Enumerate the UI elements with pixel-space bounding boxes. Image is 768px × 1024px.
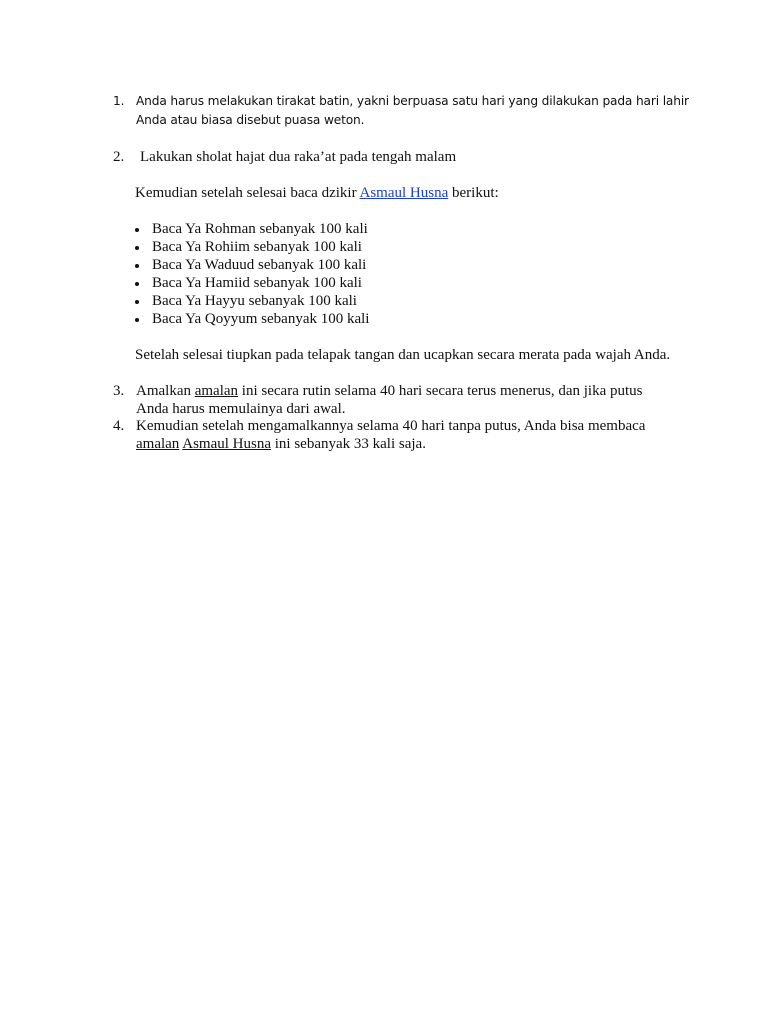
bullet-marker	[135, 246, 139, 250]
amalan-link-2[interactable]: amalan	[136, 436, 180, 452]
bullet-item: Baca Ya Hamiid sebanyak 100 kali	[152, 275, 362, 291]
asmaul-husna-link[interactable]: Asmaul Husna	[359, 185, 449, 201]
bullet-marker	[135, 318, 139, 322]
dzikir-intro-before: Kemudian setelah selesai baca dzikir	[135, 185, 360, 201]
dzikir-intro	[135, 185, 499, 202]
bullet-item: Baca Ya Rohiim sebanyak 100 kali	[152, 239, 362, 255]
bullet-item: Baca Ya Waduud sebanyak 100 kali	[152, 257, 367, 273]
bullet-item: Baca Ya Qoyyum sebanyak 100 kali	[152, 311, 370, 327]
dzikir-intro-after: berikut:	[448, 185, 499, 201]
bullet-item: Baca Ya Hayyu sebanyak 100 kali	[152, 293, 357, 309]
item3-line1-after: ini secara rutin selama 40 hari secara terus menerus, dan jika putus	[238, 383, 643, 399]
item3-line1	[136, 383, 642, 400]
bullet-marker	[135, 300, 139, 304]
item4-line2-after: ini sebanyak 33 kali saja.	[271, 436, 426, 452]
bullet-marker	[135, 228, 139, 232]
bullet-marker	[135, 264, 139, 268]
list-number-4: 4.	[113, 418, 125, 434]
item1-line2: Anda atau biasa disebut puasa weton.	[136, 113, 365, 127]
amalan-link[interactable]: amalan	[194, 383, 239, 399]
bullet-marker	[135, 282, 139, 286]
asmaul-husna-link-2[interactable]: Asmaul Husna	[182, 436, 271, 452]
item3-line1-before: Amalkan	[136, 383, 195, 399]
list-number-3: 3.	[113, 383, 125, 399]
list-number-1: 1.	[113, 94, 125, 108]
after-dzikir-paragraph: Setelah selesai tiupkan pada telapak tangan dan ucapkan secara merata pada wajah Anda.	[135, 347, 671, 363]
item4-line2	[136, 436, 426, 453]
list-number-2: 2.	[113, 149, 125, 165]
item3-line2: Anda harus memulainya dari awal.	[136, 401, 346, 417]
item2-text: Lakukan sholat hajat dua raka’at pada tengah malam	[140, 149, 457, 165]
item4-line1: Kemudian setelah mengamalkannya selama 40 hari tanpa putus, Anda bisa membaca	[136, 418, 646, 434]
item1-line1: Anda harus melakukan tirakat batin, yakni berpuasa satu hari yang dilakukan pada hari lahir	[136, 94, 689, 108]
bullet-item: Baca Ya Rohman sebanyak 100 kali	[152, 221, 368, 237]
